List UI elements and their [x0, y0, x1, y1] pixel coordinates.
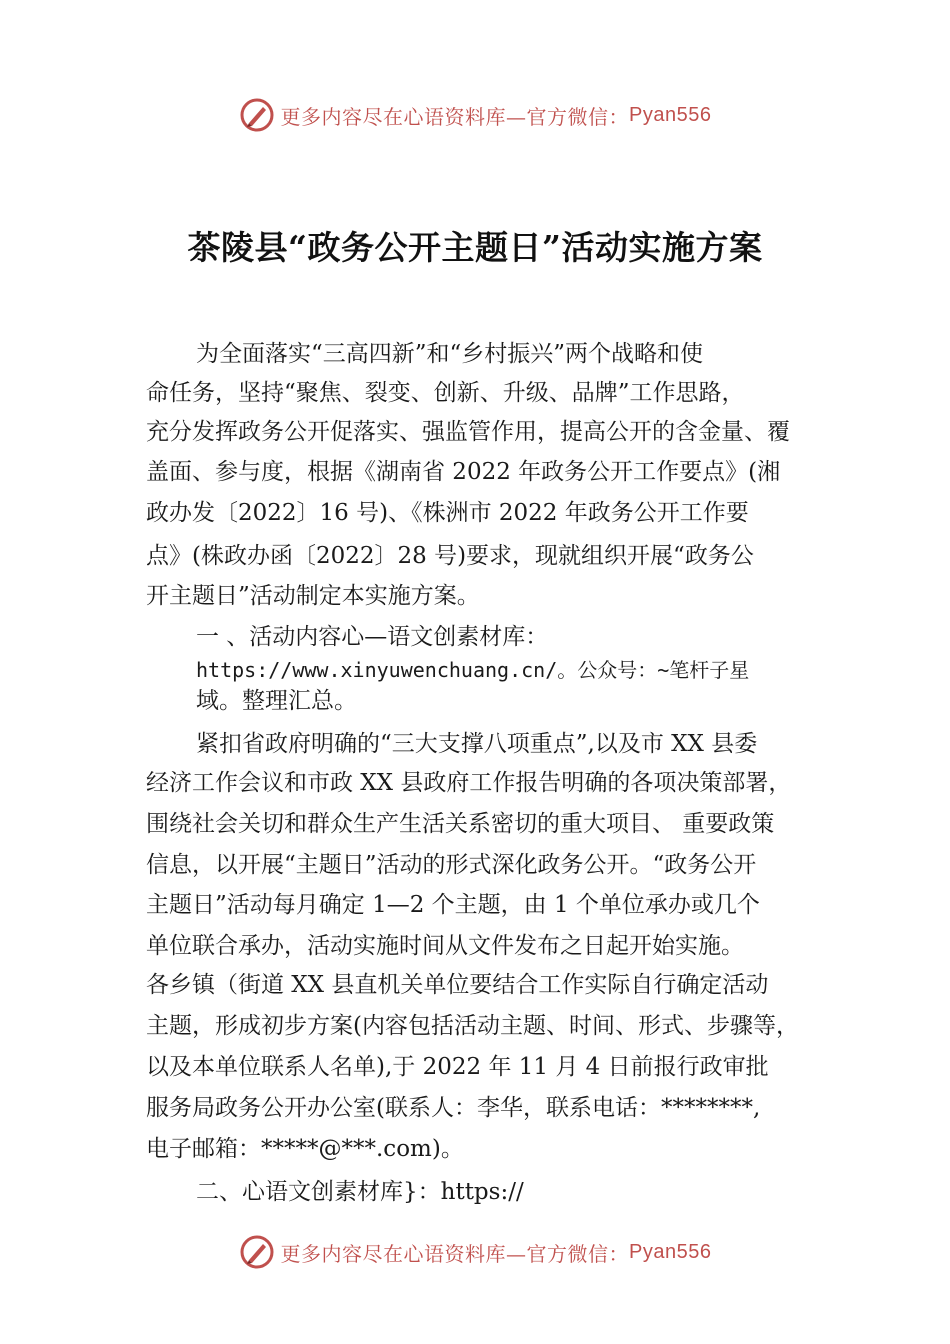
body-line: 盖面、参与度，根据《湖南省 2022 年政务公开工作要点》(湘: [146, 459, 781, 485]
body-line: 开主题日”活动制定本实施方案。: [146, 583, 480, 609]
body-line: 电子邮箱：*****@***.com)。: [146, 1136, 464, 1162]
document-title: 茶陵县“政务公开主题日”活动实施方案: [187, 228, 763, 267]
body-line: 各乡镇（街道 XX 县直机关单位要结合工作实际自行确定活动: [146, 972, 769, 998]
banner-wechat-id: Pyan556: [629, 1240, 712, 1263]
banner-text: 更多内容尽在心语资料库—官方微信：: [280, 1241, 630, 1266]
body-line: 以及本单位联系人名单),于 2022 年 11 月 4 日前报行政审批: [146, 1054, 769, 1080]
pen-logo-icon: [239, 1234, 275, 1270]
body-line: 单位联合承办，活动实施时间从文件发布之日起开始实施。: [146, 933, 744, 959]
body-line: 点》(株政办函〔2022〕28 号)要求，现就组织开展“政务公: [146, 543, 754, 569]
banner-text: 更多内容尽在心语资料库—官方微信：: [280, 104, 630, 129]
url-text: https://www.xinyuwenchuang.cn/。公众号：~笔杆子星: [196, 658, 750, 682]
body-line: 主题，形成初步方案(内容包括活动主题、时间、形式、步骤等，: [146, 1013, 799, 1039]
pen-logo-icon: [239, 97, 275, 133]
body-line: 为全面落实“三高四新”和“乡村振兴”两个战略和使: [196, 341, 704, 367]
body-line: 服务局政务公开办公室(联系人：李华，联系电话：********,: [146, 1095, 761, 1121]
body-line: 域。整理汇总。: [196, 688, 357, 714]
body-line: 经济工作会议和市政 XX 县政府工作报告明确的各项决策部署，: [146, 770, 792, 796]
section-heading: 一 、活动内容心—语文创素材库：: [196, 624, 549, 650]
body-line: 紧扣省政府明确的“三大支撑八项重点”,以及市 XX 县委: [196, 731, 758, 757]
body-line: 命任务，坚持“聚焦、裂变、创新、升级、品牌”工作思路，: [146, 380, 745, 406]
header-banner: [0, 95, 950, 135]
body-line: 政办发〔2022〕16 号)、《株洲市 2022 年政务公开工作要: [146, 500, 749, 526]
body-line: 信息，以开展“主题日”活动的形式深化政务公开。“政务公开: [146, 852, 757, 878]
body-line: 围绕社会关切和群众生产生活关系密切的重大项目、 重要政策: [146, 811, 775, 837]
body-line: 充分发挥政务公开促落实、强监管作用，提高公开的含金量、覆: [146, 419, 790, 445]
section-heading: 二、心语文创素材库}：https://: [196, 1179, 524, 1205]
body-line: [196, 655, 749, 685]
banner-wechat-id: Pyan556: [629, 103, 712, 126]
body-line: 主题日”活动每月确定 1—2 个主题，由 1 个单位承办或几个: [146, 892, 760, 918]
footer-banner: [0, 1232, 950, 1272]
